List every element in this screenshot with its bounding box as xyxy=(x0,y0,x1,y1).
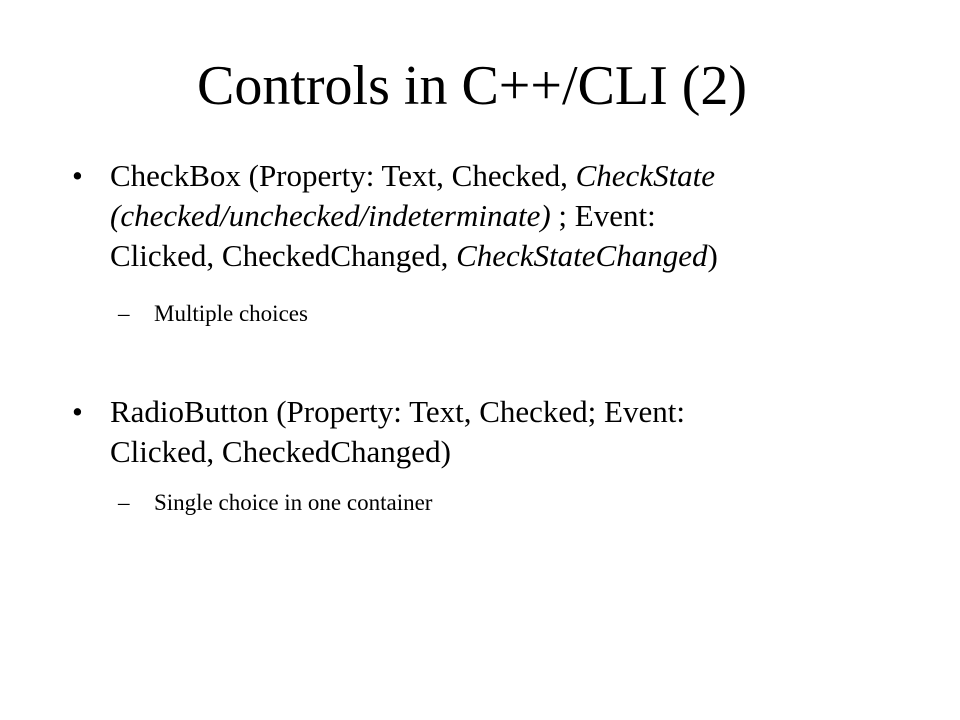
bullet-radiobutton-text xyxy=(110,392,852,472)
sub-bullet-text: Single choice in one container xyxy=(154,490,433,515)
text-segment: CheckBox (Property: Text, Checked, xyxy=(110,158,576,193)
bullet-radiobutton xyxy=(72,392,852,472)
bullet-checkbox-text xyxy=(110,156,852,276)
bullet-dot: • xyxy=(72,158,83,193)
sub-bullet-single-choice xyxy=(118,489,878,517)
bullet-checkbox-line-1 xyxy=(110,158,715,193)
bullet-checkbox-line-3 xyxy=(110,238,718,273)
bullet-radiobutton-line-2: Clicked, CheckedChanged) xyxy=(110,434,451,469)
sub-bullet-multiple-choices xyxy=(118,300,878,328)
bullet-checkbox-line-2 xyxy=(110,198,656,233)
sub-bullet-text: Multiple choices xyxy=(154,301,308,326)
slide-title: Controls in C++/CLI (2) xyxy=(196,55,748,117)
text-segment: ; Event: xyxy=(550,198,656,233)
dash-marker: – xyxy=(118,301,130,326)
italic-segment: (checked/unchecked/indeterminate) xyxy=(110,198,551,233)
italic-segment: CheckStateChanged xyxy=(456,238,708,273)
bullet-dot: • xyxy=(72,394,83,429)
bullet-radiobutton-line-1: RadioButton (Property: Text, Checked; Event: xyxy=(110,394,685,429)
dash-marker: – xyxy=(118,490,130,515)
text-segment: Clicked, CheckedChanged, xyxy=(110,238,457,273)
text-segment: ) xyxy=(707,238,718,273)
italic-segment: CheckState xyxy=(575,158,716,193)
bullet-checkbox xyxy=(72,156,852,276)
